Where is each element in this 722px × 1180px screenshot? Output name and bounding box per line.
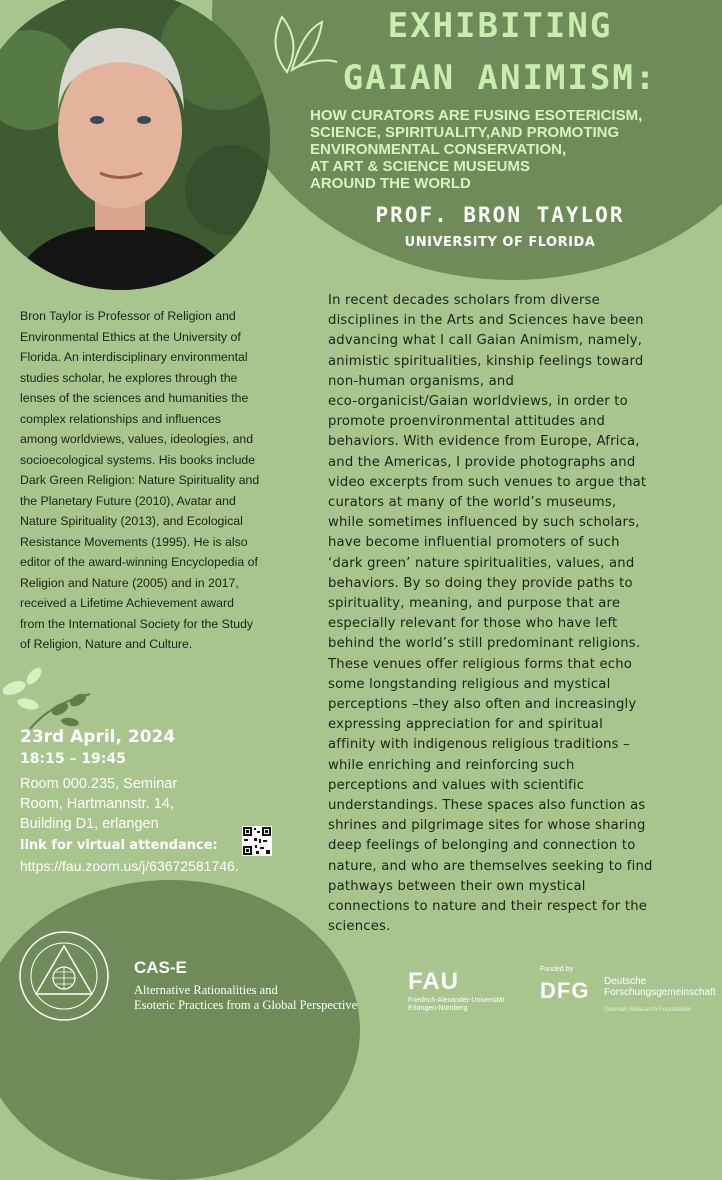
bio-line: editor of the award-winning Encyclopedia of xyxy=(20,555,258,569)
bio-line: studies scholar, he explores through the xyxy=(20,370,238,385)
zoom-link[interactable]: https://fau.zoom.us/j/63672581746. xyxy=(20,858,239,874)
leaf-icon xyxy=(0,664,110,734)
subtitle-line: AT ART & SCIENCE MUSEUMS xyxy=(310,158,531,175)
dfg-name-line: Deutsche xyxy=(604,976,647,987)
abstract-line: nature, and who are themselves seeking to find xyxy=(328,858,653,874)
bio-line: Nature Spirituality (2013), and Ecological xyxy=(20,514,243,528)
fau-logo: FAU xyxy=(408,968,459,995)
fau-name xyxy=(408,997,504,1013)
bio-line: of Religion, Nature and Culture. xyxy=(20,637,193,651)
abstract-line: while sometimes influenced by such scholars, xyxy=(328,515,640,531)
abstract-line: non-human organisms, and xyxy=(328,373,515,389)
dfg-name-line: Forschungsgemeinschaft xyxy=(604,987,716,998)
abstract-line: behind the world’s still predominant religions. xyxy=(328,636,641,652)
abstract-line: video excerpts from such venues to argue that xyxy=(328,474,647,490)
abstract-line: advancing what I call Gaian Animism, namely, xyxy=(328,333,643,349)
abstract-line: and the Americas, I provide photographs and xyxy=(328,454,636,470)
subtitle-line: HOW CURATORS ARE FUSING ESOTERICISM, xyxy=(310,107,643,124)
subtitle-line: AROUND THE WORLD xyxy=(310,175,471,192)
speaker-photo xyxy=(0,0,270,290)
dfg-english-name: German Research Foundation xyxy=(604,1006,692,1013)
abstract-line: promote proenvironmental attitudes and xyxy=(328,414,606,430)
virtual-attendance-label: link for virtual attendance: xyxy=(20,838,218,853)
dfg-name xyxy=(604,976,716,998)
fau-name-line: Erlangen-Nürnberg xyxy=(408,1005,468,1012)
event-location xyxy=(20,774,270,834)
abstract-line: expressing appreciation for and spiritual xyxy=(328,717,603,733)
abstract-line: disciplines in the Arts and Sciences have been xyxy=(328,313,644,329)
location-line: Building D1, erlangen xyxy=(20,816,159,832)
dfg-logo: DFG xyxy=(540,978,590,1003)
speaker-affiliation: UNIVERSITY OF FLORIDA xyxy=(404,235,596,250)
speaker-bio xyxy=(20,306,290,655)
case-subtitle-line: Alternative Rationalities and xyxy=(134,983,278,997)
abstract-line: shrines and pilgrimage sites for whose sharing xyxy=(328,818,646,834)
talk-abstract xyxy=(328,291,713,938)
abstract-line: perceptions –they also often and increasingly xyxy=(328,697,637,713)
abstract-line: These venues offer religious forms that echo xyxy=(328,656,633,672)
portrait-illustration xyxy=(0,0,270,290)
abstract-line: while enriching and reinforcing such xyxy=(328,757,575,773)
subtitle-line: ENVIRONMENTAL CONSERVATION, xyxy=(310,141,567,158)
location-line: Room 000.235, Seminar xyxy=(20,776,178,792)
bio-line: socioecological systems. His books include xyxy=(20,452,256,467)
subtitle-line: SCIENCE, SPIRITUALITY,AND PROMOTING xyxy=(310,124,620,141)
case-subtitle-line: Esoteric Practices from a Global Perspective xyxy=(134,998,358,1012)
event-time: 18:15 – 19:45 xyxy=(20,751,126,767)
abstract-line: ‘dark green’ nature spiritualities, values, and xyxy=(328,555,635,571)
bio-line: lenses of the sciences and humanities the xyxy=(20,391,249,405)
abstract-line: behaviors. With evidence from Europe, Africa, xyxy=(328,434,640,450)
bio-line: Resistance Movements (1995). He is also xyxy=(20,534,248,549)
abstract-line: especially relevant for those who have left xyxy=(328,616,618,632)
abstract-line: some longstanding religious and mystical xyxy=(328,676,611,692)
case-subtitle xyxy=(134,983,364,1013)
footer-panel xyxy=(0,880,360,1180)
abstract-line: behaviors. By so doing they provide paths to xyxy=(328,575,633,591)
bio-line: Environmental Ethics at the University of xyxy=(20,329,241,344)
qr-code-icon[interactable] xyxy=(242,826,272,856)
event-date: 23rd April, 2024 xyxy=(20,727,176,747)
fau-name-line: Friedrich-Alexander-Universität xyxy=(408,997,505,1004)
abstract-line: have become influential promoters of such xyxy=(328,535,620,551)
abstract-line: spirituality, meaning, and purpose that are xyxy=(328,596,621,612)
abstract-line: deep feelings of belonging and connection to xyxy=(328,838,636,854)
abstract-line: curators at many of the world’s museums, xyxy=(328,495,617,511)
abstract-line: animistic spiritualities, kinship feelings toward xyxy=(328,353,644,369)
abstract-line: eco-organicist/Gaian worldviews, in order to xyxy=(328,394,628,410)
subtitle xyxy=(310,107,710,192)
bio-line: Bron Taylor is Professor of Religion and xyxy=(20,309,236,323)
bio-line: from the International Society for the Study xyxy=(20,616,254,631)
abstract-line: sciences. xyxy=(328,919,391,935)
bio-line: among worldviews, values, ideologies, and xyxy=(20,432,254,446)
bio-line: complex relationships and influences xyxy=(20,411,221,426)
abstract-line: perceptions and values with scientific xyxy=(328,777,585,793)
abstract-line: understandings. These spaces also function as xyxy=(328,798,646,814)
bio-line: received a Lifetime Achievement award xyxy=(20,596,234,610)
bio-line: Florida. An interdisciplinary environmental xyxy=(20,350,248,364)
funded-by-label: Funded by xyxy=(540,966,574,973)
abstract-line: affinity with indigenous religious traditions – xyxy=(328,737,630,753)
speaker-name: PROF. BRON TAYLOR xyxy=(375,203,625,227)
title-line-1: EXHIBITING xyxy=(387,6,613,46)
bio-line: the Planetary Future (2010), Avatar and xyxy=(20,493,236,508)
location-line: Room, Hartmannstr. 14, xyxy=(20,796,174,812)
bio-line: Dark Green Religion: Nature Spirituality and xyxy=(20,473,260,487)
abstract-line: pathways between their own mystical xyxy=(328,878,586,894)
bio-line: Religion and Nature (2005) and in 2017, xyxy=(20,575,239,590)
seal-icon xyxy=(14,928,114,1024)
case-title: CAS-E xyxy=(134,958,187,977)
abstract-line: connections to nature and their respect for the xyxy=(328,899,648,915)
abstract-line: In recent decades scholars from diverse xyxy=(328,293,600,308)
title-line-2: GAIAN ANIMISM: xyxy=(342,58,658,98)
